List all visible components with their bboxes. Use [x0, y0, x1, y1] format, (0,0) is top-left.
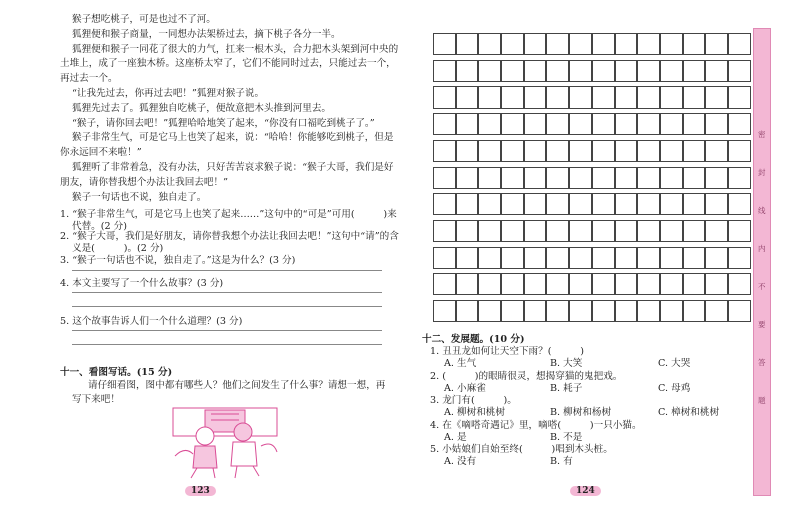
grid-cell [705, 247, 728, 269]
grid-cell [433, 220, 456, 242]
grid-cell [615, 300, 638, 322]
grid-cell [569, 300, 592, 322]
grid-cell [683, 300, 706, 322]
question-text: 4. 本文主要写了一个什么故事？(3 分) [60, 278, 224, 289]
grid-cell [660, 247, 683, 269]
grid-cell [546, 167, 569, 189]
mc-option: B. 柳树和杨树 [550, 407, 612, 418]
grid-cell [569, 140, 592, 162]
grid-cell [592, 247, 615, 269]
grid-cell [456, 113, 479, 135]
story-line: 朋友，请你替我想个办法让我回去吧！” [60, 176, 228, 188]
grid-cell [478, 33, 501, 55]
story-line: 猴子一句话也不说，独自走了。 [72, 191, 207, 203]
story-line: 土堆上，成了一座独木桥。这座桥太窄了，它们不能同时过去，只能过去一个， [60, 58, 396, 70]
grid-cell [592, 140, 615, 162]
grid-cell [478, 60, 501, 82]
grid-row [433, 33, 751, 55]
story-line: 狐狸便和猴子一同花了很大的力气，扛来一根木头，合力把木头架到河中央的 [72, 43, 399, 55]
page-number-right: 124 [570, 486, 601, 496]
mc-question: 1. 丑丑龙如何让天空下雨？( ) [430, 346, 585, 357]
grid-cell [433, 113, 456, 135]
story-line: “让我先过去，你再过去吧！”狐狸对猴子说。 [72, 88, 265, 99]
grid-row [433, 273, 751, 295]
grid-cell [615, 86, 638, 108]
grid-cell [705, 33, 728, 55]
mc-option: B. 耗子 [550, 382, 583, 394]
grid-cell [683, 140, 706, 162]
mc-question: 3. 龙门有( )。 [430, 395, 517, 406]
grid-cell [433, 140, 456, 162]
grid-cell [705, 273, 728, 295]
grid-cell [433, 60, 456, 82]
grid-cell [615, 60, 638, 82]
grid-cell [456, 220, 479, 242]
grid-cell [524, 113, 547, 135]
grid-cell [615, 220, 638, 242]
grid-row [433, 60, 751, 82]
grid-cell [569, 247, 592, 269]
grid-cell [546, 247, 569, 269]
grid-cell [524, 273, 547, 295]
grid-cell [569, 220, 592, 242]
answer-line [72, 344, 382, 345]
grid-cell [683, 273, 706, 295]
grid-cell [660, 193, 683, 215]
answer-line [72, 270, 382, 271]
answer-line [72, 306, 382, 307]
grid-cell [592, 300, 615, 322]
mc-option: C. 樟树和桃树 [658, 407, 720, 418]
grid-cell [592, 167, 615, 189]
strip-char: 不 [758, 282, 766, 291]
grid-cell [705, 60, 728, 82]
grid-cell [546, 86, 569, 108]
grid-cell [546, 300, 569, 322]
mc-option: C. 大哭 [658, 358, 691, 369]
grid-cell [456, 60, 479, 82]
grid-cell [728, 193, 751, 215]
grid-cell [501, 220, 524, 242]
page-number-left: 123 [185, 486, 216, 496]
grid-cell [433, 273, 456, 295]
right-page [400, 0, 800, 532]
grid-cell [728, 33, 751, 55]
grid-cell [524, 167, 547, 189]
grid-cell [478, 300, 501, 322]
grid-cell [637, 193, 660, 215]
grid-cell [524, 60, 547, 82]
story-line: 狐狸便和猴子商量，一同想办法架桥过去，摘下桃子各分一半。 [72, 28, 341, 40]
grid-cell [637, 60, 660, 82]
grid-cell [592, 273, 615, 295]
grid-cell [728, 60, 751, 82]
grid-cell [637, 273, 660, 295]
section-11-title: 十一、看图写话。(15 分) [60, 367, 173, 378]
grid-cell [637, 220, 660, 242]
grid-cell [637, 300, 660, 322]
grid-cell [501, 33, 524, 55]
grid-cell [433, 300, 456, 322]
grid-cell [569, 33, 592, 55]
grid-cell [456, 86, 479, 108]
grid-cell [546, 113, 569, 135]
grid-row [433, 220, 751, 242]
grid-cell [660, 113, 683, 135]
grid-cell [637, 33, 660, 55]
grid-cell [615, 247, 638, 269]
grid-cell [728, 113, 751, 135]
grid-cell [569, 273, 592, 295]
story-line: “猴子，请你回去吧！”狐狸哈哈地笑了起来，“你没有口福吃到桃子了。” [72, 117, 375, 129]
grid-cell [683, 220, 706, 242]
question-text-cont: 代替。(2 分) [72, 221, 128, 232]
grid-row [433, 300, 751, 322]
mc-option: C. 母鸡 [658, 382, 691, 394]
children-illustration [165, 406, 285, 480]
grid-cell [728, 167, 751, 189]
grid-cell [546, 33, 569, 55]
mc-option: A. 小麻雀 [444, 382, 486, 394]
story-line: 狐狸先过去了。狐狸独自吃桃子，便故意把木头推到河里去。 [72, 102, 332, 114]
story-line: 狐狸听了非常着急，没有办法，只好苦苦哀求猴子说：“猴子大哥，我们是好 [72, 162, 394, 173]
mc-option: A. 生气 [444, 358, 477, 369]
mc-option: A. 是 [444, 431, 467, 443]
grid-cell [615, 273, 638, 295]
story-line: 你永远回不来啦！” [60, 147, 142, 159]
grid-cell [615, 140, 638, 162]
answer-line [72, 330, 382, 331]
grid-cell [569, 167, 592, 189]
grid-cell [456, 193, 479, 215]
mc-question: 2. ( )的眼睛很灵，想揭穿猫的鬼把戏。 [430, 370, 623, 382]
grid-cell [433, 247, 456, 269]
grid-cell [705, 220, 728, 242]
grid-cell [433, 167, 456, 189]
strip-char: 答 [758, 358, 766, 367]
grid-cell [705, 113, 728, 135]
grid-cell [456, 167, 479, 189]
grid-cell [524, 220, 547, 242]
grid-cell [728, 300, 751, 322]
grid-cell [705, 167, 728, 189]
grid-cell [660, 273, 683, 295]
story-line: 再过去一个。 [60, 73, 118, 85]
grid-cell [705, 193, 728, 215]
grid-cell [546, 220, 569, 242]
grid-cell [456, 300, 479, 322]
grid-cell [501, 140, 524, 162]
grid-row [433, 86, 751, 108]
grid-cell [524, 300, 547, 322]
grid-cell [478, 220, 501, 242]
grid-cell [501, 247, 524, 269]
grid-cell [660, 167, 683, 189]
grid-cell [637, 113, 660, 135]
grid-row [433, 247, 751, 269]
grid-cell [501, 60, 524, 82]
strip-char: 题 [758, 396, 766, 405]
grid-cell [546, 140, 569, 162]
grid-cell [524, 247, 547, 269]
grid-cell [637, 86, 660, 108]
grid-cell [592, 113, 615, 135]
question-text: 2. “猴子大哥，我们是好朋友，请你替我想个办法让我回去吧！”这句中“请”的含 [60, 231, 399, 242]
grid-cell [615, 33, 638, 55]
grid-cell [705, 140, 728, 162]
grid-cell [705, 300, 728, 322]
grid-cell [524, 140, 547, 162]
section-11-instruction-cont: 写下来吧！ [72, 394, 120, 405]
grid-row [433, 113, 751, 135]
story-line: 猴子想吃桃子，可是也过不了河。 [72, 14, 216, 25]
grid-cell [524, 86, 547, 108]
story-line: 猴子非常生气，可是它马上也笑了起来，说：“哈哈！你能够吃到桃子，但是 [72, 132, 394, 144]
grid-cell [569, 60, 592, 82]
grid-cell [637, 167, 660, 189]
grid-cell [660, 300, 683, 322]
grid-cell [501, 300, 524, 322]
question-text: 3. “猴子一句话也不说，独自走了。”这是为什么？(3 分) [60, 255, 296, 266]
question-text: 1. “猴子非常生气，可是它马上也笑了起来……”这句中的“可是”可用( )来 [60, 209, 397, 220]
grid-cell [637, 247, 660, 269]
grid-cell [433, 33, 456, 55]
grid-cell [728, 273, 751, 295]
strip-char: 要 [758, 320, 766, 329]
grid-cell [683, 247, 706, 269]
mc-option: B. 不是 [550, 431, 583, 443]
grid-cell [456, 247, 479, 269]
mc-option: B. 有 [550, 456, 573, 467]
mc-option: A. 柳树和桃树 [444, 407, 505, 418]
grid-cell [660, 140, 683, 162]
grid-cell [683, 113, 706, 135]
mc-question: 4. 在《嘀嗒奇遇记》里，嘀嗒( )一只小猫。 [430, 419, 642, 431]
grid-row [433, 167, 751, 189]
grid-cell [615, 167, 638, 189]
grid-cell [478, 167, 501, 189]
grid-cell [660, 60, 683, 82]
grid-cell [478, 273, 501, 295]
grid-cell [592, 86, 615, 108]
seal-line-strip [753, 28, 771, 496]
grid-cell [433, 193, 456, 215]
grid-cell [478, 247, 501, 269]
question-text: 5. 这个故事告诉人们一个什么道理？(3 分) [60, 316, 243, 327]
grid-cell [592, 60, 615, 82]
grid-cell [592, 33, 615, 55]
grid-cell [592, 193, 615, 215]
grid-cell [501, 113, 524, 135]
grid-cell [569, 86, 592, 108]
grid-cell [478, 140, 501, 162]
grid-cell [546, 60, 569, 82]
grid-cell [592, 220, 615, 242]
grid-cell [569, 193, 592, 215]
strip-char: 内 [758, 244, 766, 253]
grid-cell [569, 113, 592, 135]
grid-cell [546, 193, 569, 215]
grid-cell [728, 220, 751, 242]
grid-cell [615, 113, 638, 135]
mc-question: 5. 小姑娘们自始至终( )唱到木头桩。 [430, 444, 613, 455]
grid-cell [683, 167, 706, 189]
grid-cell [728, 140, 751, 162]
mc-option: B. 大笑 [550, 358, 583, 369]
answer-line [72, 292, 382, 293]
grid-cell [660, 33, 683, 55]
grid-cell [478, 193, 501, 215]
grid-cell [683, 60, 706, 82]
grid-cell [501, 86, 524, 108]
grid-cell [501, 193, 524, 215]
grid-row [433, 193, 751, 215]
grid-cell [615, 193, 638, 215]
question-text-cont: 义是( )。(2 分) [72, 243, 164, 254]
grid-cell [524, 33, 547, 55]
strip-char: 密 [758, 130, 766, 139]
grid-cell [524, 193, 547, 215]
grid-cell [501, 273, 524, 295]
mc-option: A. 没有 [444, 456, 477, 467]
grid-cell [683, 193, 706, 215]
grid-cell [478, 113, 501, 135]
grid-cell [728, 247, 751, 269]
strip-char: 封 [758, 168, 766, 177]
grid-cell [501, 167, 524, 189]
grid-cell [660, 86, 683, 108]
grid-cell [660, 220, 683, 242]
grid-cell [478, 86, 501, 108]
grid-row [433, 140, 751, 162]
grid-cell [683, 86, 706, 108]
grid-cell [637, 140, 660, 162]
grid-cell [433, 86, 456, 108]
grid-cell [546, 273, 569, 295]
grid-cell [683, 33, 706, 55]
grid-cell [456, 140, 479, 162]
grid-cell [456, 273, 479, 295]
grid-cell [456, 33, 479, 55]
grid-cell [728, 86, 751, 108]
section-11-instruction: 请仔细看图，图中都有哪些人？他们之间发生了什么事？请想一想，再 [88, 380, 386, 391]
strip-char: 线 [758, 206, 766, 215]
section-12-title: 十二、发展题。(10 分) [422, 334, 525, 345]
grid-cell [705, 86, 728, 108]
